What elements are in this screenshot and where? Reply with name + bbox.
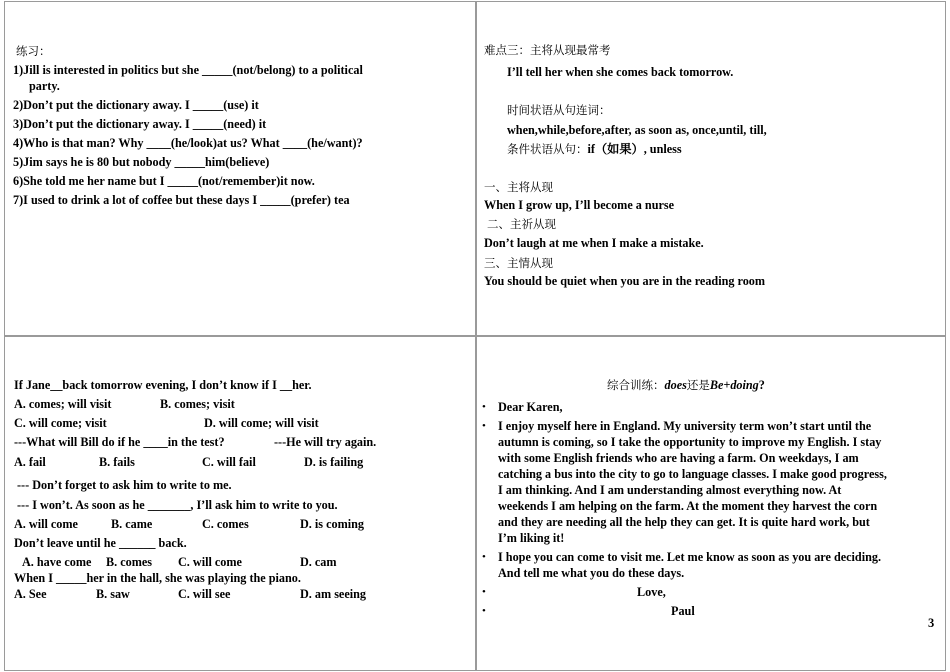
grammar-notes-panel bbox=[476, 1, 946, 336]
letter-signature: Paul bbox=[671, 604, 695, 618]
q5-option-c: C. will see bbox=[178, 587, 231, 601]
question-4: Don’t leave until he ______ back. bbox=[14, 536, 187, 550]
q1-option-c: C. will come; visit bbox=[14, 416, 107, 430]
bullet-4: • bbox=[482, 586, 486, 598]
multiple-choice-panel bbox=[4, 336, 476, 671]
question-2-reply: ---He will try again. bbox=[274, 435, 377, 449]
exercise-item-7: 7)I used to drink a lot of coffee but these days I _____(prefer) tea bbox=[13, 193, 350, 207]
section-2-example: Don’t laugh at me when I make a mistake. bbox=[484, 236, 704, 250]
q5-option-d: D. am seeing bbox=[300, 587, 367, 601]
exercise-heading: 练习： bbox=[16, 44, 51, 58]
question-1: If Jane__back tomorrow evening, I don’t know if I __her. bbox=[14, 378, 312, 392]
q4-option-b: B. comes bbox=[106, 555, 153, 569]
bullet-1: • bbox=[482, 401, 486, 413]
question-3-line-2: --- I won’t. As soon as he _______, I’ll ask him to write to you. bbox=[17, 498, 338, 512]
notes-example: I’ll tell her when she comes back tomorrow. bbox=[507, 65, 734, 79]
exercise-item-3: 3)Don’t put the dictionary away. I _____(need) it bbox=[13, 117, 267, 131]
bullet-2: • bbox=[482, 420, 486, 432]
bullet-3: • bbox=[482, 551, 486, 563]
heading-cn-2: 还是 bbox=[686, 378, 710, 392]
q2-option-a: A. fail bbox=[14, 455, 46, 469]
heading-question-mark: ? bbox=[758, 378, 765, 392]
q4-option-c: C. will come bbox=[178, 555, 242, 569]
question-2: ---What will Bill do if he ____in the test? bbox=[14, 435, 225, 449]
condition-clause-label: 条件状语从句： bbox=[507, 142, 588, 156]
letter-heading bbox=[607, 377, 765, 393]
q1-option-d: D. will come; will visit bbox=[204, 416, 319, 430]
q2-option-b: B. fails bbox=[99, 455, 135, 469]
section-2-label: 二、主祈从现 bbox=[487, 217, 556, 231]
heading-does: does bbox=[664, 378, 687, 392]
q4-option-d: D. cam bbox=[300, 555, 337, 569]
condition-clause-line bbox=[507, 141, 682, 157]
letter-closing: Love, bbox=[637, 585, 666, 599]
time-clause-label: 时间状语从句连词： bbox=[507, 103, 611, 117]
letter-paragraph-1: I enjoy myself here in England. My university term won’t start until the autumn is coming, so I take the opportunity to improve my English. I stay with some English friends who are having a farm. On weekdays, I am catching a bus into the city to go to language classes. I make good progress, I am thinking. And I am understanding almost everything now. At weekends I am helping on the farm. At the moment they harvest the corn and they are needing all the help they can get. It is quite hard work, but I’m liking it! bbox=[498, 419, 887, 545]
exercise-item-2: 2)Don’t put the dictionary away. I _____(use) it bbox=[13, 98, 259, 112]
section-1-label: 一、主将从现 bbox=[484, 180, 553, 194]
exercise-item-5: 5)Jim says he is 80 but nobody _____him(believe) bbox=[13, 155, 270, 169]
q4-option-a: A. have come bbox=[22, 555, 92, 569]
bullet-5: • bbox=[482, 605, 486, 617]
q1-option-b: B. comes; visit bbox=[160, 397, 235, 411]
letter-greeting: Dear Karen, bbox=[498, 400, 563, 414]
q2-option-d: D. is failing bbox=[304, 455, 364, 469]
question-5: When I _____her in the hall, she was playing the piano. bbox=[14, 571, 301, 585]
heading-cn-1: 综合训练： bbox=[607, 378, 665, 392]
exercise-item-6: 6)She told me her name but I _____(not/remember)it now. bbox=[13, 174, 315, 188]
notes-heading: 难点三：主将从现最常考 bbox=[484, 43, 611, 57]
q5-option-a: A. See bbox=[14, 587, 47, 601]
exercise-panel bbox=[4, 1, 476, 336]
q5-option-b: B. saw bbox=[96, 587, 130, 601]
q3-option-c: C. comes bbox=[202, 517, 249, 531]
section-3-example: You should be quiet when you are in the reading room bbox=[484, 274, 766, 288]
time-clause-conjunctions: when,while,before,after, as soon as, once,until, till, bbox=[507, 123, 767, 137]
condition-clause-conjunctions: if（如果）, unless bbox=[587, 142, 682, 156]
question-3-line-1: --- Don’t forget to ask him to write to me. bbox=[17, 478, 232, 492]
exercise-item-1: 1)Jill is interested in politics but she _____(not/belong) to a political bbox=[13, 63, 363, 77]
letter-panel bbox=[476, 336, 946, 671]
exercise-item-1-cont: party. bbox=[29, 79, 60, 93]
q3-option-b: B. came bbox=[111, 517, 153, 531]
heading-be-doing: Be+doing bbox=[709, 378, 759, 392]
q2-option-c: C. will fail bbox=[202, 455, 256, 469]
section-1-example: When I grow up, I’ll become a nurse bbox=[484, 198, 675, 212]
exercise-item-4: 4)Who is that man? Why ____(he/look)at us? What ____(he/want)? bbox=[13, 136, 363, 150]
page-number: 3 bbox=[928, 616, 935, 630]
q1-option-a: A. comes; will visit bbox=[14, 397, 112, 411]
q3-option-d: D. is coming bbox=[300, 517, 364, 531]
q3-option-a: A. will come bbox=[14, 517, 78, 531]
letter-paragraph-2: I hope you can come to visit me. Let me know as soon as you are deciding. And tell me what you do these days. bbox=[498, 550, 882, 580]
section-3-label: 三、主情从现 bbox=[484, 256, 553, 270]
